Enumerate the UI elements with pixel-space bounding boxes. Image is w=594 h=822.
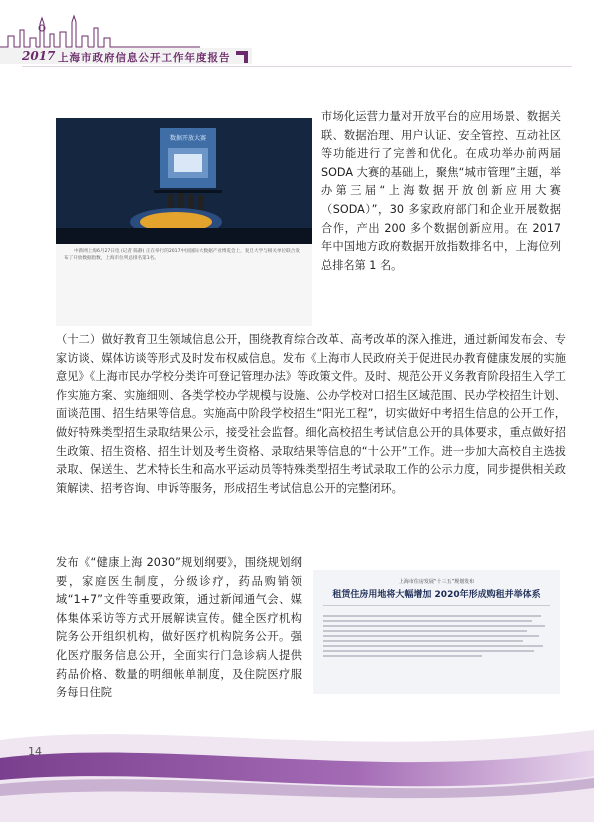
footer-wave-decoration <box>0 700 594 822</box>
section-twelve-paragraph: （十二）做好教育卫生领域信息公开，围绕教育综合改革、高考改革的深入推进，通过新闻发布会、专家访谈、媒体访谈等形式及时发布权威信息。发布《上海市人民政府关于促进民办教育健康发展的实施意见》《上海市民办学校分类许可登记管理办法》等政策文件。及时、规范公开义务教育阶段招生入学工作实施方案、实施细则、各类学校办学规模与设施、公办学校对口招生区域范围、民办学校招生计划、面谈范围、招生结果等信息。实施高中阶段学校招生“阳光工程”，切实做好中考招生信息的公开工作，做好特殊类型招生录取结果公示，接受社会监督。细化高校招生考试信息公开的具体要求，重点做好招生政策、招生资格、招生计划及考生资格、录取结果等信息的“十公开”工作。进一步加大高校自主选拔录取、保送生、艺术特长生和高水平运动员等特殊类型招生考试录取工作的公示力度，同步提供相关政策解读、招考咨询、申诉等服务，形成招生考试信息公开的完整闭环。 <box>56 333 566 495</box>
photo-caption-box <box>56 244 312 326</box>
right-column-paragraph: 市场化运营力量对开放平台的应用场景、数据关联、数据治理、用户认证、安全管控、互动社区等功能进行了完善和优化。在成功举办前两届 SODA 大赛的基础上，聚焦“城市管理”主题，举办第三届“上海数据开放创新应用大赛（SODA）”，30 多家政府部门和企业开展数据合作，产出 200 多个数据创新应用。在 2017 年中国地方政府数据开放指数排名中，上海位列总排名第 1 名。 <box>321 110 561 272</box>
news-rule <box>323 605 550 606</box>
news-body <box>313 610 560 662</box>
conference-photo <box>56 118 312 244</box>
header-divider <box>22 66 572 67</box>
corner-arrow-icon <box>236 51 248 63</box>
news-small-title: 上海市住房发展“十三五”规划发布 <box>398 579 475 585</box>
page-number: 14 <box>28 745 42 758</box>
news-screenshot <box>313 570 560 694</box>
health-paragraph: 发布《“健康上海 2030”规划纲要》，围绕规划纲要，家庭医生制度，分级诊疗，药品购销领域“1+7”文件等重要政策，通过新闻通气会、媒体集体采访等方式开展解读宣传。健全医疗机构院务公开组织机构，做好医疗机构院务公开。强化医疗服务信息公开，全面实行门急诊病人提供药品价格、数量的明细帐单制度，及住院医疗服务每日住院 <box>56 556 302 700</box>
photo-caption: 中新网上海6月27日电 (记者 陈静) 正在举行的2017中国国际大数据产业博览会上，复旦大学与相关单位联合发布了开放数据指数，上海市位列总排名第1名。 <box>64 249 300 261</box>
city-skyline-icon <box>0 14 200 48</box>
report-title: 上海市政府信息公开工作年度报告 <box>58 52 231 64</box>
news-headline: 租赁住房用地将大幅增加 2020年形成购租并举体系 <box>332 590 541 600</box>
page-header <box>0 0 594 72</box>
report-year: 2017 <box>22 49 56 63</box>
screen-title: 数据开放大赛 <box>169 135 207 142</box>
